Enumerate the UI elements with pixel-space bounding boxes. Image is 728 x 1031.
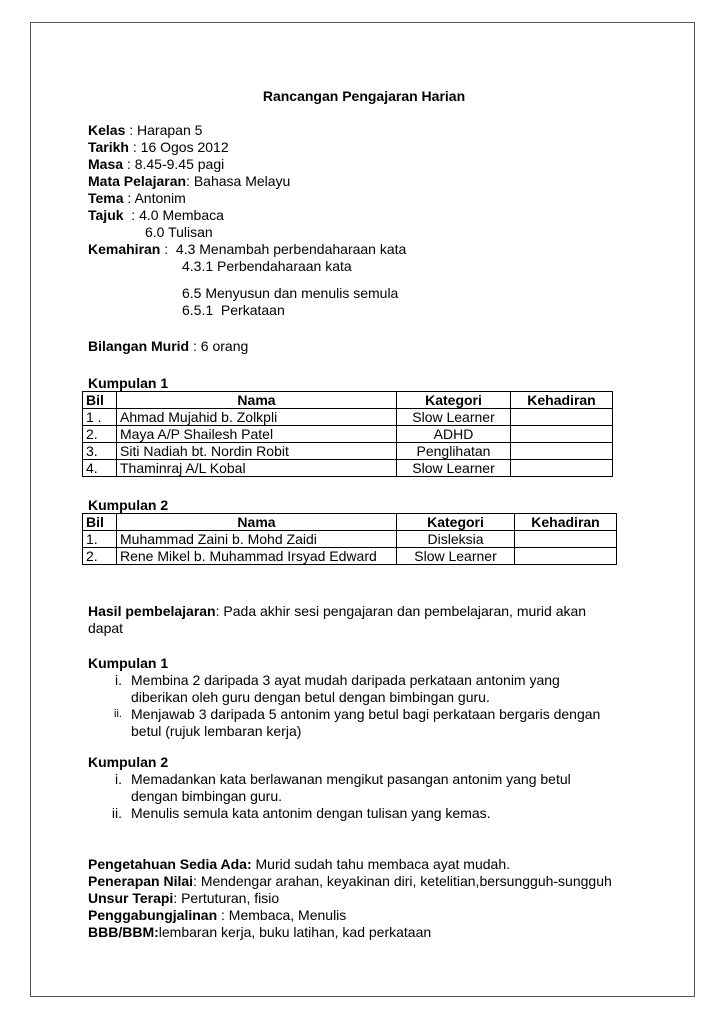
masa-line: Masa : 8.45-9.45 pagi (88, 156, 225, 172)
cell-kehadiran (511, 443, 613, 460)
bbb-bbm-line: BBB/BBM:lembaran kerja, buku latihan, kad perkataan (88, 924, 432, 940)
kelas-line: Kelas : Harapan 5 (88, 122, 203, 138)
cell-kategori: Disleksia (397, 531, 515, 548)
cell-kehadiran (515, 531, 617, 548)
penggabungjalinan-line: Penggabungjalinan : Membaca, Menulis (88, 907, 347, 923)
cell-kehadiran (511, 409, 613, 426)
objektif-kumpulan-2-heading: Kumpulan 2 (88, 754, 169, 770)
header-bil: Bil (83, 514, 117, 531)
header-kehadiran: Kehadiran (515, 514, 617, 531)
cell-bil: 1 . (83, 409, 117, 426)
cell-kehadiran (515, 548, 617, 565)
cell-bil: 3. (83, 443, 117, 460)
kumpulan-1-heading: Kumpulan 1 (88, 375, 169, 391)
header-nama: Nama (117, 514, 397, 531)
header-bil: Bil (83, 392, 117, 409)
cell-nama: Rene Mikel b. Muhammad Irsyad Edward (117, 548, 397, 565)
header-kehadiran: Kehadiran (511, 392, 613, 409)
lesson-extras (88, 856, 612, 941)
list-item: i. Membina 2 daripada 3 ayat mudah daripada perkataan antonim yang diberikan oleh guru dengan betul dengan bimbingan guru. (115, 672, 560, 705)
objektif-kumpulan-1-heading: Kumpulan 1 (88, 655, 169, 671)
kumpulan-2-heading: Kumpulan 2 (88, 497, 169, 513)
table-header-row (83, 392, 613, 409)
unsur-terapi-line: Unsur Terapi: Pertuturan, fisio (88, 890, 280, 906)
hasil-pembelajaran: Hasil pembelajaran: Pada akhir sesi pengajaran dan pembelajaran, murid akan dapat (88, 603, 587, 636)
kemahiran-line-2: 4.3.1 Perbendaharaan kata (182, 258, 352, 274)
bilangan-murid-line: Bilangan Murid : 6 orang (88, 338, 249, 354)
list-item: ii. Menjawab 3 daripada 5 antonim yang betul bagi perkataan bergaris dengan betul (rujuk lembaran kerja) (114, 706, 601, 739)
lesson-info (88, 122, 406, 355)
pengetahuan-sedia-ada-line: Pengetahuan Sedia Ada: Murid sudah tahu membaca ayat mudah. (88, 856, 510, 872)
cell-nama: Ahmad Mujahid b. Zolkpli (117, 409, 397, 426)
cell-nama: Maya A/P Shailesh Patel (117, 426, 397, 443)
cell-bil: 1. (83, 531, 117, 548)
header-nama: Nama (117, 392, 397, 409)
kemahiran-line-4: 6.5.1 Perkataan (182, 302, 285, 318)
list-item: ii. Menulis semula kata antonim dengan tulisan yang kemas. (111, 805, 491, 821)
objektif-kumpulan-2-list (88, 771, 571, 822)
table-row (83, 548, 617, 565)
table-row (83, 409, 613, 426)
header-kategori: Kategori (397, 392, 511, 409)
table-row (83, 443, 613, 460)
tarikh-line: Tarikh : 16 Ogos 2012 (88, 139, 229, 155)
cell-kategori: Slow Learner (397, 548, 515, 565)
tajuk-line: Tajuk : 4.0 Membaca (88, 207, 224, 223)
cell-kategori: ADHD (397, 426, 511, 443)
table-header-row (83, 514, 617, 531)
cell-kategori: Penglihatan (397, 443, 511, 460)
penerapan-nilai-line: Penerapan Nilai: Mendengar arahan, keyakinan diri, ketelitian,bersungguh-sungguh (88, 873, 612, 889)
cell-kategori: Slow Learner (397, 409, 511, 426)
cell-bil: 4. (83, 460, 117, 477)
table-row (83, 426, 613, 443)
header-kategori: Kategori (397, 514, 515, 531)
table-row (83, 531, 617, 548)
cell-nama: Siti Nadiah bt. Nordin Robit (117, 443, 397, 460)
cell-kehadiran (511, 426, 613, 443)
kemahiran-line: Kemahiran : 4.3 Menambah perbendaharaan kata (88, 241, 407, 257)
list-item: i. Memadankan kata berlawanan mengikut pasangan antonim yang betul dengan bimbingan guru. (115, 771, 571, 804)
cell-nama: Muhammad Zaini b. Mohd Zaidi (117, 531, 397, 548)
cell-kehadiran (511, 460, 613, 477)
tema-line: Tema : Antonim (88, 190, 186, 206)
cell-bil: 2. (83, 548, 117, 565)
tajuk-line-2: 6.0 Tulisan (145, 224, 213, 240)
kumpulan-1-table (82, 391, 613, 477)
mata-pelajaran-line: Mata Pelajaran: Bahasa Melayu (88, 173, 291, 189)
document-title: Rancangan Pengajaran Harian (262, 88, 466, 104)
objektif-kumpulan-1-list (88, 672, 600, 740)
kemahiran-line-3: 6.5 Menyusun dan menulis semula (182, 285, 399, 301)
cell-kategori: Slow Learner (397, 460, 511, 477)
kumpulan-2-table (82, 513, 617, 565)
table-row (83, 460, 613, 477)
cell-bil: 2. (83, 426, 117, 443)
cell-nama: Thaminraj A/L Kobal (117, 460, 397, 477)
